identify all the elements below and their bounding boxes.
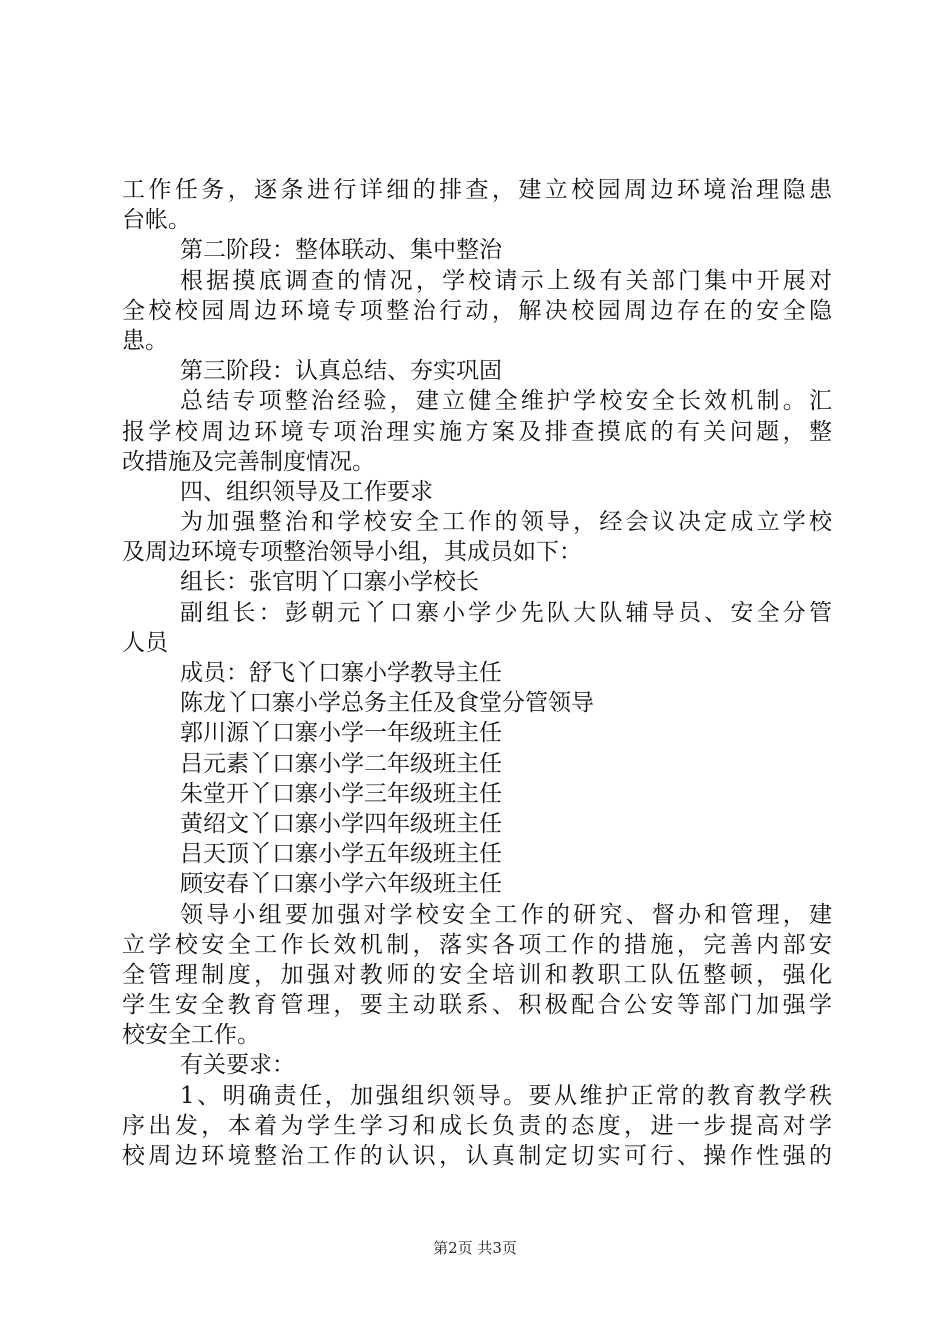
text-line: 人员 — [122, 629, 168, 656]
text-line: 序出发，本着为学生学习和成长负责的态度，进一步提高对学 — [122, 1112, 832, 1139]
text-line: 立学校安全工作长效机制，落实各项工作的措施，完善内部安 — [122, 931, 832, 958]
page-number-label: 第2页 共3页 — [433, 1239, 517, 1257]
text-line: 陈龙丫口寨小学总务主任及食堂分管领导 — [180, 690, 594, 717]
text-line: 及周边环境专项整治领导小组，其成员如下： — [122, 539, 582, 566]
text-line: 工作任务，逐条进行详细的排查，建立校园周边环境治理隐患 — [122, 177, 832, 203]
text-line: 校周边环境整治工作的认识，认真制定切实可行、操作性强的 — [122, 1143, 832, 1169]
text-line: 患。 — [122, 327, 168, 354]
text-line: 学生安全教育管理，要主动联系、积极配合公安等部门加强学 — [122, 992, 832, 1019]
text-line: 1、明确责任，加强组织领导。要从维护正常的教育教学秩 — [180, 1082, 832, 1109]
text-line: 成员：舒飞丫口寨小学教导主任 — [180, 660, 502, 686]
text-line: 校安全工作。 — [122, 1022, 260, 1049]
text-line: 领导小组要加强对学校安全工作的研究、督办和管理，建 — [180, 901, 832, 928]
text-line: 第三阶段：认真总结、夯实巩固 — [180, 358, 502, 385]
text-line: 朱堂开丫口寨小学三年级班主任 — [180, 780, 502, 807]
document-body — [122, 175, 832, 1171]
text-line: 副组长：彭朝元丫口寨小学少先队大队辅导员、安全分管 — [180, 599, 832, 626]
text-line: 根据摸底调查的情况，学校请示上级有关部门集中开展对 — [180, 267, 832, 294]
text-line: 台帐。 — [122, 207, 191, 234]
text-line: 报学校周边环境专项治理实施方案及排查摸底的有关问题，整 — [122, 418, 832, 445]
text-line: 黄绍文丫口寨小学四年级班主任 — [180, 810, 502, 837]
text-line: 郭川源丫口寨小学一年级班主任 — [180, 720, 502, 747]
text-line: 四、组织领导及工作要求 — [180, 478, 433, 505]
page-footer — [0, 1238, 950, 1258]
text-line: 有关要求： — [180, 1052, 295, 1079]
text-line: 顾安春丫口寨小学六年级班主任 — [180, 871, 502, 898]
text-line: 组长：张官明丫口寨小学校长 — [180, 569, 479, 596]
text-line: 为加强整治和学校安全工作的领导，经会议决定成立学校 — [180, 509, 832, 536]
text-line: 吕天顶丫口寨小学五年级班主任 — [180, 841, 502, 868]
text-line: 全管理制度，加强对教师的安全培训和教职工队伍整顿，强化 — [122, 961, 832, 988]
text-line: 吕元素丫口寨小学二年级班主任 — [180, 750, 502, 777]
text-line: 改措施及完善制度情况。 — [122, 448, 375, 475]
text-line: 总结专项整治经验，建立健全维护学校安全长效机制。汇 — [180, 388, 832, 415]
text-line: 全校校园周边环境专项整治行动，解决校园周边存在的安全隐 — [122, 297, 832, 324]
text-line: 第二阶段：整体联动、集中整治 — [180, 237, 502, 264]
